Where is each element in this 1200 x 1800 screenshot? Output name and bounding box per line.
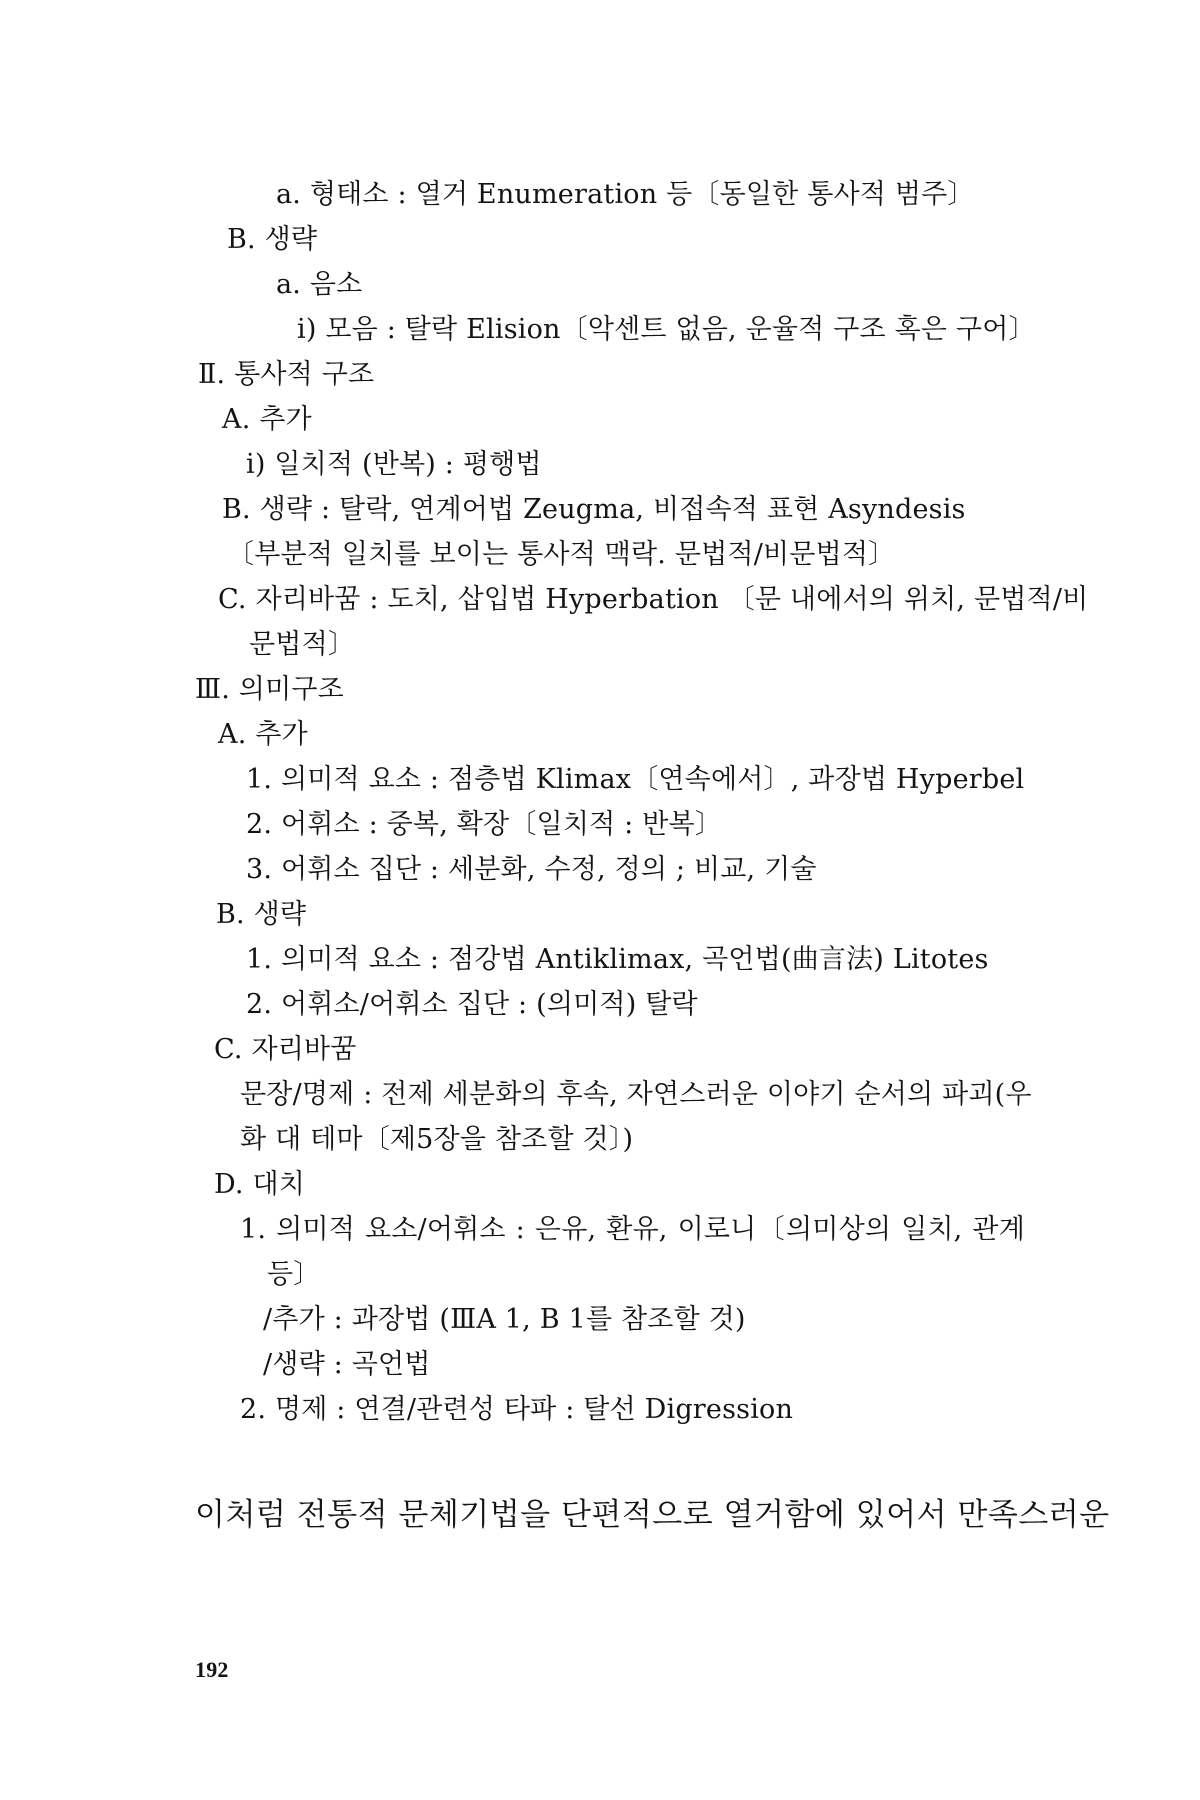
outline-line: 2. 명제 : 연결/관련성 타파 : 탈선 Digression: [240, 1394, 794, 1425]
body-paragraph: 이처럼 전통적 문체기법을 단편적으로 열거함에 있어서 만족스러운: [195, 1497, 1110, 1533]
outline-line: 1. 의미적 요소 : 점강법 Antiklimax, 곡언법(曲言法) Litotes: [246, 944, 989, 975]
outline-line: 1. 의미적 요소 : 점층법 Klimax〔연속에서〕, 과장법 Hyperbel: [246, 764, 1025, 795]
outline-line: 문장/명제 : 전제 세분화의 후속, 자연스러운 이야기 순서의 파괴(우: [240, 1079, 1032, 1110]
outline-line: 등〕: [267, 1259, 321, 1290]
outline-line: A. 추가: [218, 719, 308, 750]
outline-line: B. 생략: [216, 899, 307, 930]
outline-line: 화 대 테마〔제5장을 참조할 것〕): [240, 1124, 634, 1155]
page-number: 192: [195, 1657, 229, 1682]
outline-line: 〔부분적 일치를 보이는 통사적 맥락. 문법적/비문법적〕: [227, 539, 896, 570]
outline-line: Ⅱ. 통사적 구조: [198, 359, 375, 390]
outline-line: Ⅲ. 의미구조: [195, 674, 344, 705]
outline-line: C. 자리바꿈 : 도치, 삽입법 Hyperbation 〔문 내에서의 위치, 문법적/비: [218, 584, 1089, 615]
outline-line: B. 생략: [227, 224, 318, 255]
outline-line: i) 일치적 (반복) : 평행법: [246, 449, 542, 480]
outline-line: 3. 어휘소 집단 : 세분화, 수정, 정의 ; 비교, 기술: [246, 854, 817, 885]
outline-line: 2. 어휘소/어휘소 집단 : (의미적) 탈락: [246, 989, 698, 1020]
outline-line: B. 생략 : 탈락, 연계어법 Zeugma, 비접속적 표현 Asyndesis: [222, 494, 966, 525]
outline-line: C. 자리바꿈: [214, 1034, 357, 1065]
outline-line: /추가 : 과장법 (ⅢA 1, B 1를 참조할 것): [263, 1304, 746, 1335]
outline-line: a. 음소: [276, 269, 363, 300]
outline-line: D. 대치: [214, 1169, 306, 1200]
outline-line: 문법적〕: [249, 629, 356, 660]
outline-line: /생략 : 곡언법: [263, 1349, 431, 1380]
outline-line: 1. 의미적 요소/어휘소 : 은유, 환유, 이로니〔의미상의 일치, 관계: [240, 1214, 1025, 1245]
outline-line: a. 형태소 : 열거 Enumeration 등〔동일한 통사적 범주〕: [276, 179, 975, 210]
outline-line: i) 모음 : 탈락 Elision〔악센트 없음, 운율적 구조 혹은 구어〕: [297, 314, 1036, 345]
outline-line: 2. 어휘소 : 중복, 확장〔일치적 : 반복〕: [246, 809, 723, 840]
outline-line: A. 추가: [222, 404, 312, 435]
